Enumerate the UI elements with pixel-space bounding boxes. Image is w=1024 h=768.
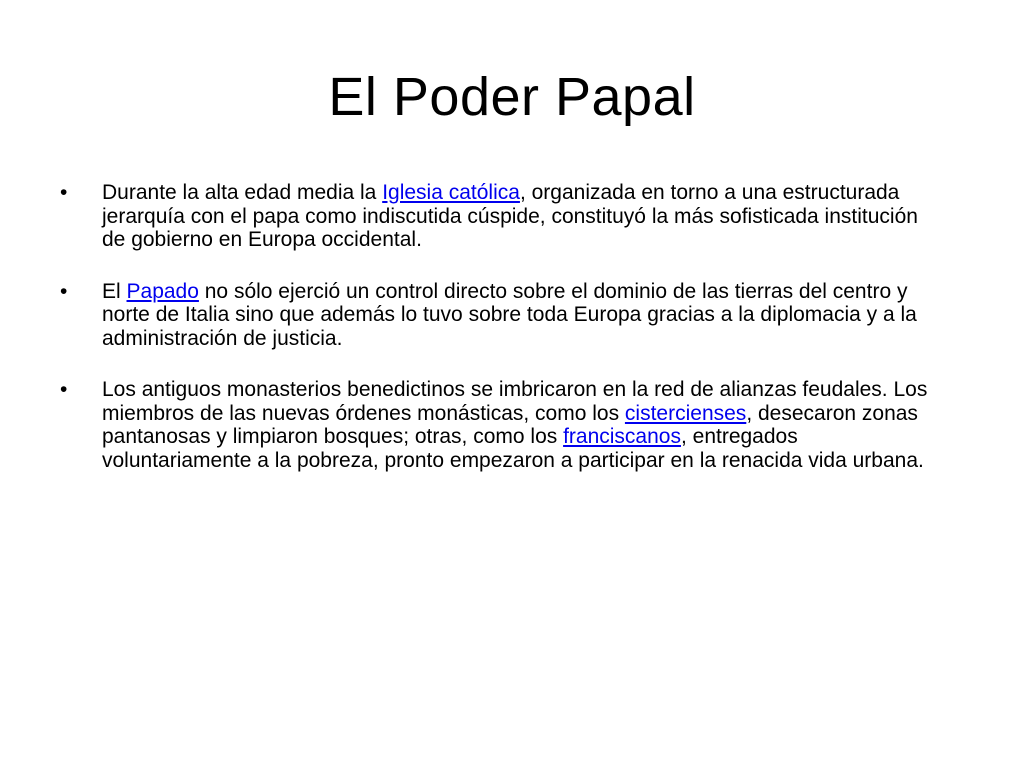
bullet-text-middle: , desecaron zonas pantanosas y limpiaron bosques; otras, como los	[102, 401, 918, 448]
bullet-text-before: El	[102, 279, 127, 303]
bullet-icon: •	[60, 378, 68, 401]
bullet-list	[58, 181, 938, 500]
link-papado[interactable]: Papado	[126, 279, 199, 303]
bullet-icon: •	[60, 181, 68, 204]
link-franciscanos[interactable]: franciscanos	[563, 425, 681, 448]
bullet-text-before: Durante la alta edad media la	[102, 181, 383, 204]
slide-title: El Poder Papal	[328, 67, 696, 127]
bullet-text-after: no sólo ejerció un control directo sobre el dominio de las tierras del centro y norte de Italia sino que además lo tuvo sobre toda Europa gracias a la diplomacia y a la administración de justicia.	[102, 279, 917, 350]
bullet-text-after: , organizada en torno a una estructurada jerarquía con el papa como indiscutida cúspide, constituyó la más sofisticada institución de gobierno en Europa occidental.	[102, 181, 918, 251]
link-iglesia-catolica[interactable]: Iglesia católica	[382, 181, 520, 204]
link-cistercienses[interactable]: cistercienses	[624, 401, 747, 425]
bullet-item-papado	[58, 280, 938, 351]
bullet-item-monasterios	[58, 378, 938, 472]
bullet-item-iglesia	[58, 181, 938, 252]
bullet-text-before: Los antiguos monasterios benedictinos se imbricaron en la red de alianzas feudales. Los miembros de las nuevas órdenes monásticas, como los	[102, 378, 928, 425]
bullet-text-after: , entregados voluntariamente a la pobreza, pronto empezaron a participar en la renacida vida urbana.	[102, 425, 924, 472]
bullet-icon: •	[60, 279, 68, 303]
